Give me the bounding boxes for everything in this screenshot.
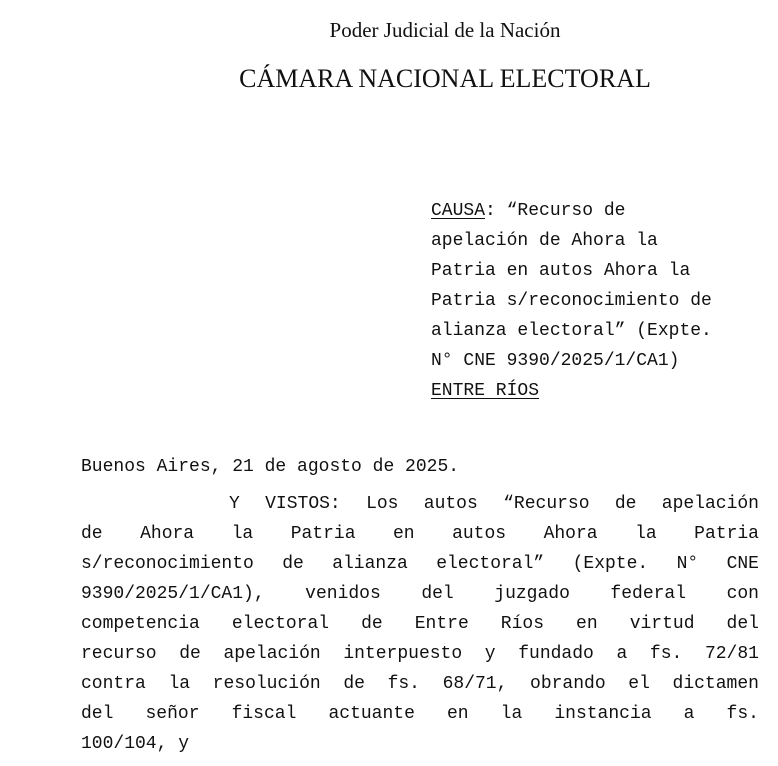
body-word: N°	[676, 554, 699, 574]
date-line: Buenos Aires, 21 de agosto de 2025.	[81, 457, 460, 477]
causa-block	[431, 196, 771, 406]
causa-line-1	[431, 196, 771, 226]
body-word: s/reconocimiento	[81, 554, 254, 574]
body-word: interpuesto	[343, 644, 463, 664]
body-word: la	[635, 524, 657, 544]
body-word: a	[616, 644, 628, 664]
body-word: a	[683, 704, 695, 724]
body-word: apelación	[223, 644, 321, 664]
body-word: el	[628, 674, 650, 694]
body-last-line: 100/104, y	[81, 734, 190, 754]
causa-district: ENTRE RÍOS	[431, 381, 540, 401]
body-word: de	[81, 524, 103, 544]
body-line	[81, 639, 759, 669]
body-word: federal	[610, 584, 687, 604]
body-word: de	[614, 494, 637, 514]
body-word: electoral	[231, 614, 330, 634]
body-word: del	[726, 614, 759, 634]
causa-line-5: alianza electoral” (Expte.	[431, 321, 712, 341]
body-line	[81, 609, 759, 639]
body-word: de	[282, 554, 304, 574]
causa-line-1-text: : “Recurso de	[485, 201, 626, 221]
body-word: juzgado	[494, 584, 570, 604]
causa-line-6: N° CNE 9390/2025/1/CA1)	[431, 351, 680, 371]
causa-line-2: apelación de Ahora la	[431, 231, 658, 251]
body-word: 72/81	[704, 644, 759, 664]
body-word: la	[231, 524, 254, 544]
body-word: fundado	[518, 644, 594, 664]
body-word: de	[343, 674, 365, 694]
causa-district-line	[431, 376, 771, 406]
body-word: de	[361, 614, 383, 634]
body-word: competencia	[81, 614, 200, 634]
body-word: y	[484, 644, 496, 664]
body-word: VISTOS:	[265, 494, 341, 514]
body-word: fiscal	[231, 704, 297, 724]
body-word: la	[168, 674, 191, 694]
body-word: venidos	[305, 584, 381, 604]
body-word: 68/71,	[442, 674, 508, 694]
body-word: Ahora	[543, 524, 598, 544]
body-word: en	[446, 704, 469, 724]
body-word: instancia	[554, 704, 652, 724]
body-word: alianza	[332, 554, 408, 574]
body-word: la	[500, 704, 523, 724]
body-word: en	[392, 524, 415, 544]
body-word: 9390/2025/1/CA1),	[81, 584, 265, 604]
body-line	[81, 669, 759, 699]
body-word: fs.	[649, 644, 683, 664]
body-word: contra	[81, 674, 146, 694]
causa-line-3: Patria en autos Ahora la	[431, 261, 691, 281]
body-word: recurso	[81, 644, 157, 664]
body-word: “Recurso	[503, 494, 590, 514]
body-word: Los	[366, 494, 399, 514]
body-word: Entre	[414, 614, 469, 634]
body-word: virtud	[629, 614, 695, 634]
body-word: Patria	[290, 524, 356, 544]
body-paragraph	[81, 489, 759, 759]
body-word: (Expte.	[572, 554, 649, 574]
body-word: CNE	[726, 554, 759, 574]
body-word: electoral”	[436, 554, 545, 574]
body-word: autos	[423, 494, 478, 514]
body-word: en	[576, 614, 598, 634]
body-word: actuante	[328, 704, 415, 724]
body-word: dictamen	[672, 674, 759, 694]
header-chamber-title: CÁMARA NACIONAL ELECTORAL	[239, 64, 651, 93]
body-line	[81, 519, 759, 549]
body-word: señor	[145, 704, 200, 724]
body-word: Patria	[694, 524, 759, 544]
body-word: fs.	[387, 674, 420, 694]
body-line	[81, 549, 759, 579]
header-institution: Poder Judicial de la Nación	[329, 18, 561, 42]
body-word: del	[81, 704, 114, 724]
body-word: Ahora	[140, 524, 195, 544]
body-line	[81, 699, 759, 729]
causa-label: CAUSA	[431, 201, 486, 221]
body-word: fs.	[726, 704, 759, 724]
causa-line-4: Patria s/reconocimiento de	[431, 291, 712, 311]
body-word: resolución	[212, 674, 321, 694]
body-line	[81, 489, 759, 519]
body-word: obrando	[530, 674, 606, 694]
body-word: con	[726, 584, 759, 604]
body-word: del	[421, 584, 454, 604]
body-word: apelación	[661, 494, 759, 514]
body-line	[81, 579, 759, 609]
body-word: Y	[229, 494, 240, 514]
body-word: autos	[452, 524, 507, 544]
body-word: Ríos	[500, 614, 545, 634]
body-word: de	[179, 644, 201, 664]
